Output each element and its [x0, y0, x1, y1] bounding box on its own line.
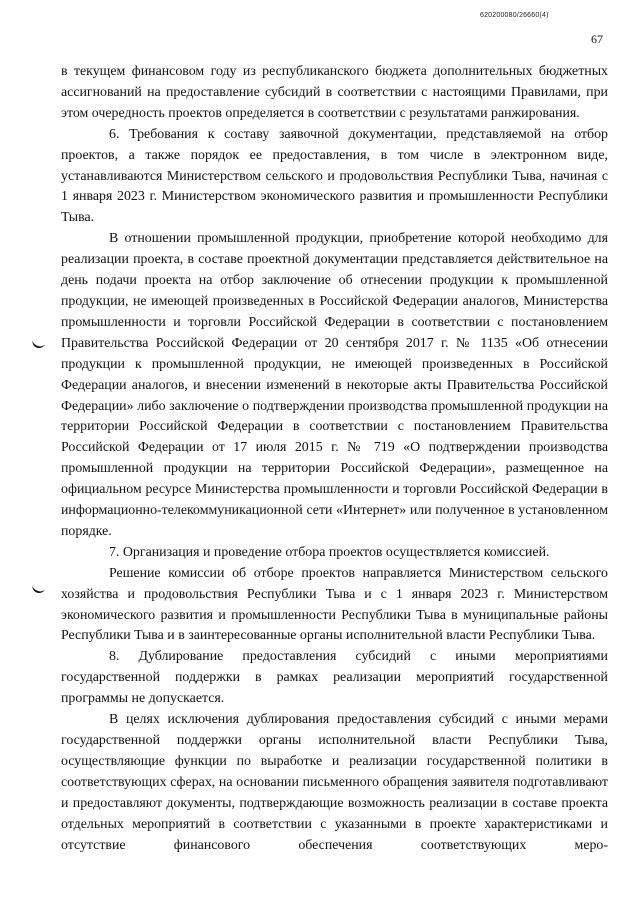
- page-number: 67: [591, 32, 603, 46]
- paragraph-item-8: 8. Дублирование предоставления субсидий с иными мероприятиями государственной поддержки в рамках реализации мероприятий государственной программы не допускается.: [61, 649, 608, 707]
- paragraph-industrial-products: В отношении промышленной продукции, приобретение которой необходимо для реализации проекта, в составе проектной документации представляется действительное на день подачи проекта на отбор заключение об отнесении продукции к промышленной продукции, не имеющей произведенных в Российской Федерации аналогов, Министерства промышленности и торговли Российской Федерации в соответствии с постановлением Правительства Российской Федерации от 20 сентября 2017 г. № 1135 «Об отнесении продукции к промышленной продукции, не имеющей произведенных в Российской Федерации аналогов, и внесении изменений в некоторые акты Правительства Российской Федерации» либо заключение о подтверждении производства промышленной продукции на территории Российской Федерации в соответствии с постановлением Правительства Российской Федерации от 17 июля 2015 г. № 719 «О подтверждении производства промышленной продукции на территории Российской Федерации», размещенное на официальном ресурсе Министерства промышленности и торговли Российской Федерации в информационно-телекоммуникационной сети «Интернет» или полученное в установленном порядке.: [61, 231, 608, 539]
- margin-pen-mark: [31, 581, 46, 595]
- margin-pen-mark: [31, 336, 46, 350]
- document-code: 620200080/26660(4): [480, 12, 549, 19]
- document-body: [61, 62, 608, 856]
- paragraph-item-7: 7. Организация и проведение отбора проектов осуществляется комиссией.: [109, 544, 550, 560]
- paragraph-item-6: 6. Требования к составу заявочной документации, представляемой на отбор проектов, а также порядок ее предоставления, в том числе в электронном виде, устанавливаются Министерством сельского и продовольствия Республики Тыва, начиная с 1 января 2023 г. Министерством экономического развития и промышленности Республики Тыва.: [61, 126, 608, 226]
- paragraph-continuation: в текущем финансовом году из республиканского бюджета дополнительных бюджетных ассигнований на предоставление субсидий в соответствии с настоящими Правилами, при этом очередность проектов определяется в соответствии с результатами ранжирования.: [61, 64, 608, 121]
- paragraph-commission-decision: Решение комиссии об отборе проектов направляется Министерством сельского хозяйства и продовольствия Республики Тыва и с 1 января 2023 г. Министерством экономического развития и промышленности Республики Тыва в муниципальные районы Республики Тыва и в заинтересованные органы исполнительной власти Республики Тыва.: [61, 565, 608, 644]
- paragraph-duplication-exclusion: В целях исключения дублирования предоставления субсидий с иными мерами государственной поддержки органы исполнительной власти Республики Тыва, осуществляющие функции по выработке и реализации государственной политики в соответствующих сферах, на основании письменного обращения заявителя подготавливают и предоставляют документы, подтверждающие возможность реализации в составе проекта отдельных мероприятий в соответствии с указанными в проекте характеристиками и отсутствие финансового обеспечения соответствующих меро-: [61, 712, 608, 853]
